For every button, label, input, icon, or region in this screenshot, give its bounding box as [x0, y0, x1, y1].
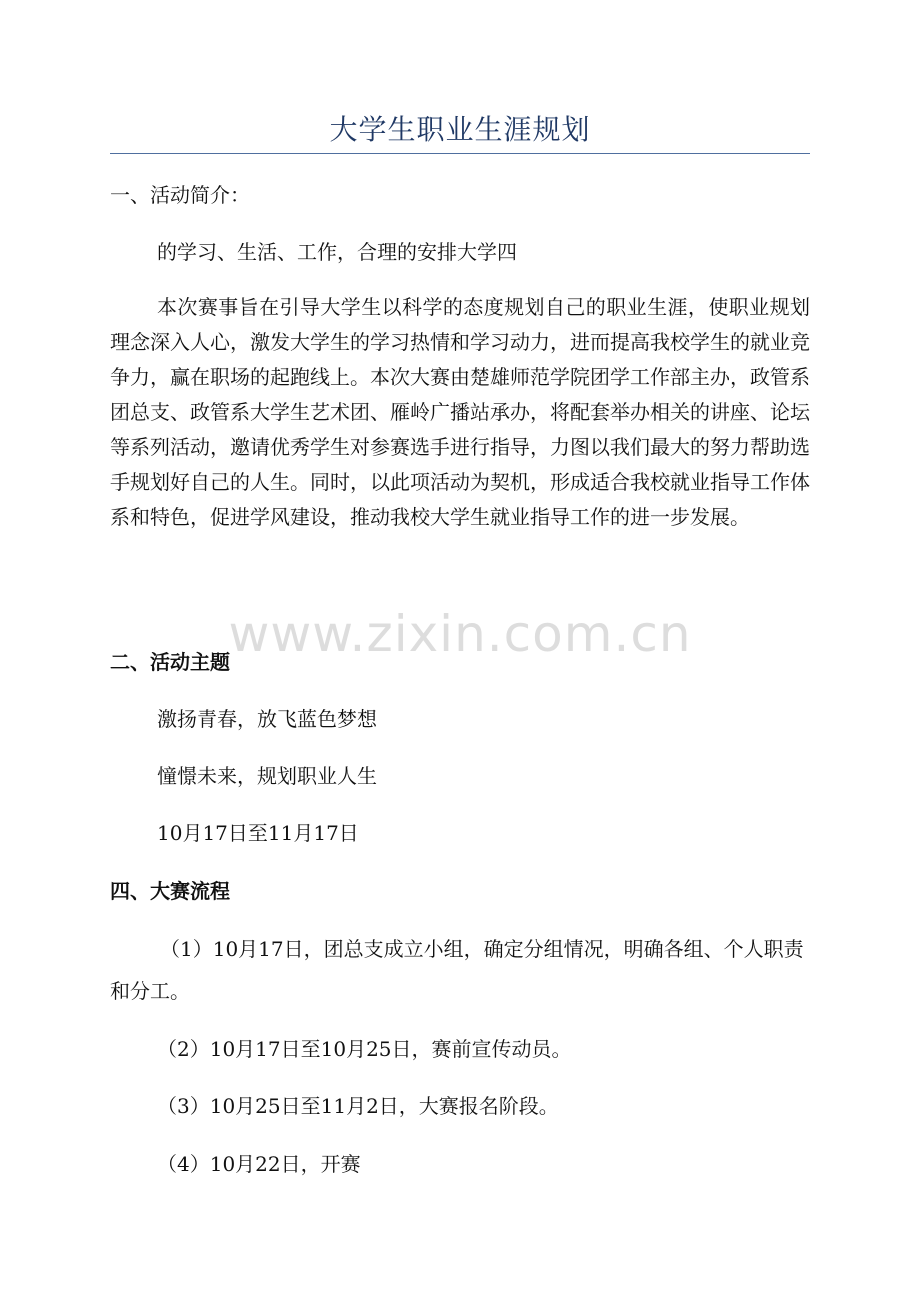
section-heading-theme: 二、活动主题	[110, 650, 230, 674]
process-step-4: （4）10月22日，开赛	[157, 1152, 361, 1176]
document-title: 大学生职业生涯规划	[329, 113, 591, 146]
intro-line: 的学习、生活、工作，合理的安排大学四	[157, 240, 517, 264]
process-step-1: （1）10月17日，团总支成立小组，确定分组情况，明确各组、个人职责和分工。	[110, 937, 804, 1003]
theme-line-1: 激扬青春，放飞蓝色梦想	[157, 707, 377, 731]
process-step-2: （2）10月17日至10月25日，赛前宣传动员。	[157, 1037, 572, 1061]
title-underline	[110, 153, 810, 154]
section-heading-process: 四、大赛流程	[110, 879, 230, 903]
watermark: www.zixin.com.cn	[228, 605, 692, 663]
section-heading-intro: 一、活动简介：	[110, 183, 250, 207]
intro-paragraph: 本次赛事旨在引导大学生以科学的态度规划自己的职业生涯，使职业规划理念深入人心，激发大学生的学习热情和学习动力，进而提高我校学生的就业竞争力，赢在职场的起跑线上。本次大赛由楚雄师范学院团学工作部主办，政管系团总支、政管系大学生艺术团、雁岭广播站承办，将配套举办相关的讲座、论坛等系列活动，邀请优秀学生对参赛选手进行指导，力图以我们最大的努力帮助选手规划好自己的人生。同时，以此项活动为契机，形成适合我校就业指导工作体系和特色，促进学风建设，推动我校大学生就业指导工作的进一步发展。	[110, 295, 810, 529]
activity-dates: 10月17日至11月17日	[157, 821, 359, 845]
process-step-3: （3）10月25日至11月2日，大赛报名阶段。	[157, 1094, 559, 1118]
theme-line-2: 憧憬未来，规划职业人生	[157, 764, 377, 788]
